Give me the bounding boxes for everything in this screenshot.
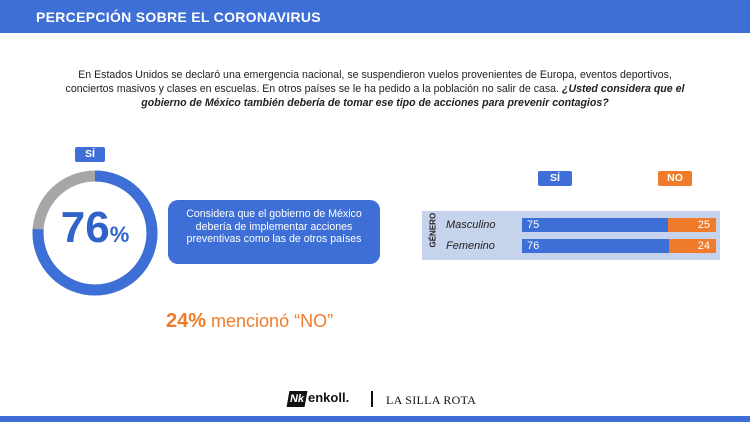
enkoll-logo-mark: Nk: [287, 391, 308, 407]
bar-yes-masculino: [522, 218, 668, 232]
category-label-masculino: Masculino: [446, 219, 496, 231]
donut-value: 76: [60, 203, 110, 252]
no-percentage-note: [166, 310, 333, 333]
bar-yes-label-femenino: 76: [527, 240, 540, 252]
no-percentage-text: mencionó “NO”: [206, 311, 334, 331]
enkoll-logo: [288, 390, 349, 407]
bar-no-label-masculino: 25: [697, 219, 710, 231]
bar-no-femenino: [669, 239, 716, 253]
header-bar: [0, 0, 750, 33]
no-percentage-value: 24%: [166, 310, 207, 332]
donut-percentage: [30, 203, 160, 253]
enkoll-logo-text: enkoll.: [308, 390, 350, 405]
legend-no-badge: NO: [658, 171, 692, 186]
donut-percent-symbol: %: [109, 222, 130, 247]
bar-yes-femenino: [522, 239, 669, 253]
bar-no-label-femenino: 24: [697, 240, 710, 252]
logo-divider: [371, 391, 373, 407]
page-title: PERCEPCIÓN SOBRE EL CORONAVIRUS: [36, 9, 321, 25]
footer-bar: [0, 416, 750, 422]
category-label-femenino: Femenino: [446, 240, 495, 252]
info-bubble-text: Considera que el gobierno de México debería de implementar acciones preventivas como las de otros países: [186, 208, 362, 245]
bar-no-masculino: [668, 218, 716, 232]
la-silla-rota-logo: LA SILLA ROTA: [386, 393, 477, 407]
donut-yes-badge: SÍ: [75, 147, 105, 162]
gender-axis-label: GÉNERO: [428, 212, 438, 248]
bar-yes-label-masculino: 75: [527, 219, 540, 231]
intro-statement: En Estados Unidos se declaró una emergencia nacional, se suspendieron vuelos provenientes de Europa, eventos deportivos, conciertos masivos y clases en escuelas. En otros países se le ha pedido a la población no salir de casa.: [65, 69, 672, 95]
intro-question: ¿Usted considera que el gobierno de México también debería de tomar ese tipo de acciones para prevenir contagios?: [141, 83, 685, 109]
info-bubble: [168, 200, 380, 264]
intro-text: [60, 68, 690, 110]
legend-yes-badge: SÍ: [538, 171, 572, 186]
